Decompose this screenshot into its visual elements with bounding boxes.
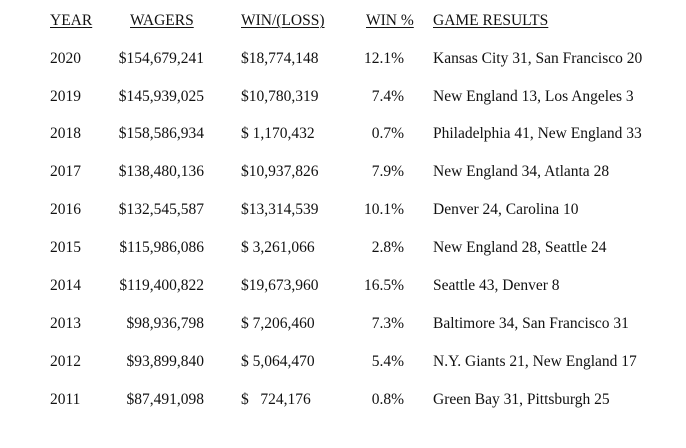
cell-wagers: $132,545,587 xyxy=(118,201,204,218)
header-wagers: WAGERS xyxy=(130,12,194,29)
cell-year: 2012 xyxy=(50,353,81,370)
cell-win-loss: $ 1,170,432 xyxy=(241,125,315,142)
table-row xyxy=(0,277,686,297)
cell-wagers: $119,400,822 xyxy=(119,277,204,294)
cell-game-results: Baltimore 34, San Francisco 31 xyxy=(433,315,629,332)
cell-game-results: Seattle 43, Denver 8 xyxy=(433,277,560,294)
cell-year: 2013 xyxy=(50,315,81,332)
cell-year: 2020 xyxy=(50,50,81,67)
cell-wagers: $93,899,840 xyxy=(126,353,204,370)
header-win-loss: WIN/(LOSS) xyxy=(241,12,325,29)
header-year: YEAR xyxy=(50,12,93,29)
cell-game-results: New England 28, Seattle 24 xyxy=(433,239,607,256)
table-row xyxy=(0,239,686,259)
table-row xyxy=(0,50,686,70)
cell-win-loss: $10,780,319 xyxy=(241,88,319,105)
cell-year: 2019 xyxy=(50,88,81,105)
cell-win-loss: $ 724,176 xyxy=(241,391,311,408)
cell-win-pct: 7.9% xyxy=(371,163,404,180)
table-row xyxy=(0,201,686,221)
cell-win-pct: 10.1% xyxy=(363,201,404,218)
cell-year: 2018 xyxy=(50,125,81,142)
cell-wagers: $158,586,934 xyxy=(118,125,204,142)
cell-wagers: $138,480,136 xyxy=(118,163,204,180)
cell-win-loss: $10,937,826 xyxy=(241,163,319,180)
cell-wagers: $98,936,798 xyxy=(126,315,204,332)
cell-win-loss: $ 3,261,066 xyxy=(241,239,315,256)
cell-win-pct: 12.1% xyxy=(363,50,404,67)
cell-year: 2014 xyxy=(50,277,81,294)
cell-win-pct: 0.8% xyxy=(371,391,404,408)
cell-wagers: $87,491,098 xyxy=(126,391,204,408)
cell-win-loss: $ 7,206,460 xyxy=(241,315,315,332)
header-win-pct: WIN % xyxy=(366,12,414,29)
cell-wagers: $115,986,086 xyxy=(119,239,204,256)
header-game-results: GAME RESULTS xyxy=(433,12,549,29)
cell-win-pct: 2.8% xyxy=(371,239,404,256)
cell-year: 2017 xyxy=(50,163,81,180)
table-row xyxy=(0,163,686,183)
cell-wagers: $145,939,025 xyxy=(118,88,204,105)
cell-win-pct: 0.7% xyxy=(371,125,404,142)
cell-win-loss: $19,673,960 xyxy=(241,277,319,294)
table-row xyxy=(0,88,686,108)
cell-win-pct: 16.5% xyxy=(363,277,404,294)
cell-game-results: New England 13, Los Angeles 3 xyxy=(433,88,634,105)
table-row xyxy=(0,125,686,145)
cell-game-results: Denver 24, Carolina 10 xyxy=(433,201,579,218)
cell-win-loss: $18,774,148 xyxy=(241,50,319,67)
cell-win-pct: 7.4% xyxy=(371,88,404,105)
table-row xyxy=(0,391,686,411)
cell-wagers: $154,679,241 xyxy=(118,50,204,67)
cell-game-results: Philadelphia 41, New England 33 xyxy=(433,125,642,142)
table-row xyxy=(0,353,686,373)
cell-game-results: Green Bay 31, Pittsburgh 25 xyxy=(433,391,610,408)
cell-game-results: Kansas City 31, San Francisco 20 xyxy=(433,50,643,67)
cell-year: 2011 xyxy=(50,391,81,408)
cell-game-results: N.Y. Giants 21, New England 17 xyxy=(433,353,637,370)
cell-win-loss: $ 5,064,470 xyxy=(241,353,315,370)
cell-win-pct: 7.3% xyxy=(371,315,404,332)
table-row xyxy=(0,315,686,335)
cell-year: 2016 xyxy=(50,201,81,218)
cell-win-loss: $13,314,539 xyxy=(241,201,319,218)
cell-year: 2015 xyxy=(50,239,81,256)
cell-game-results: New England 34, Atlanta 28 xyxy=(433,163,610,180)
cell-win-pct: 5.4% xyxy=(371,353,404,370)
